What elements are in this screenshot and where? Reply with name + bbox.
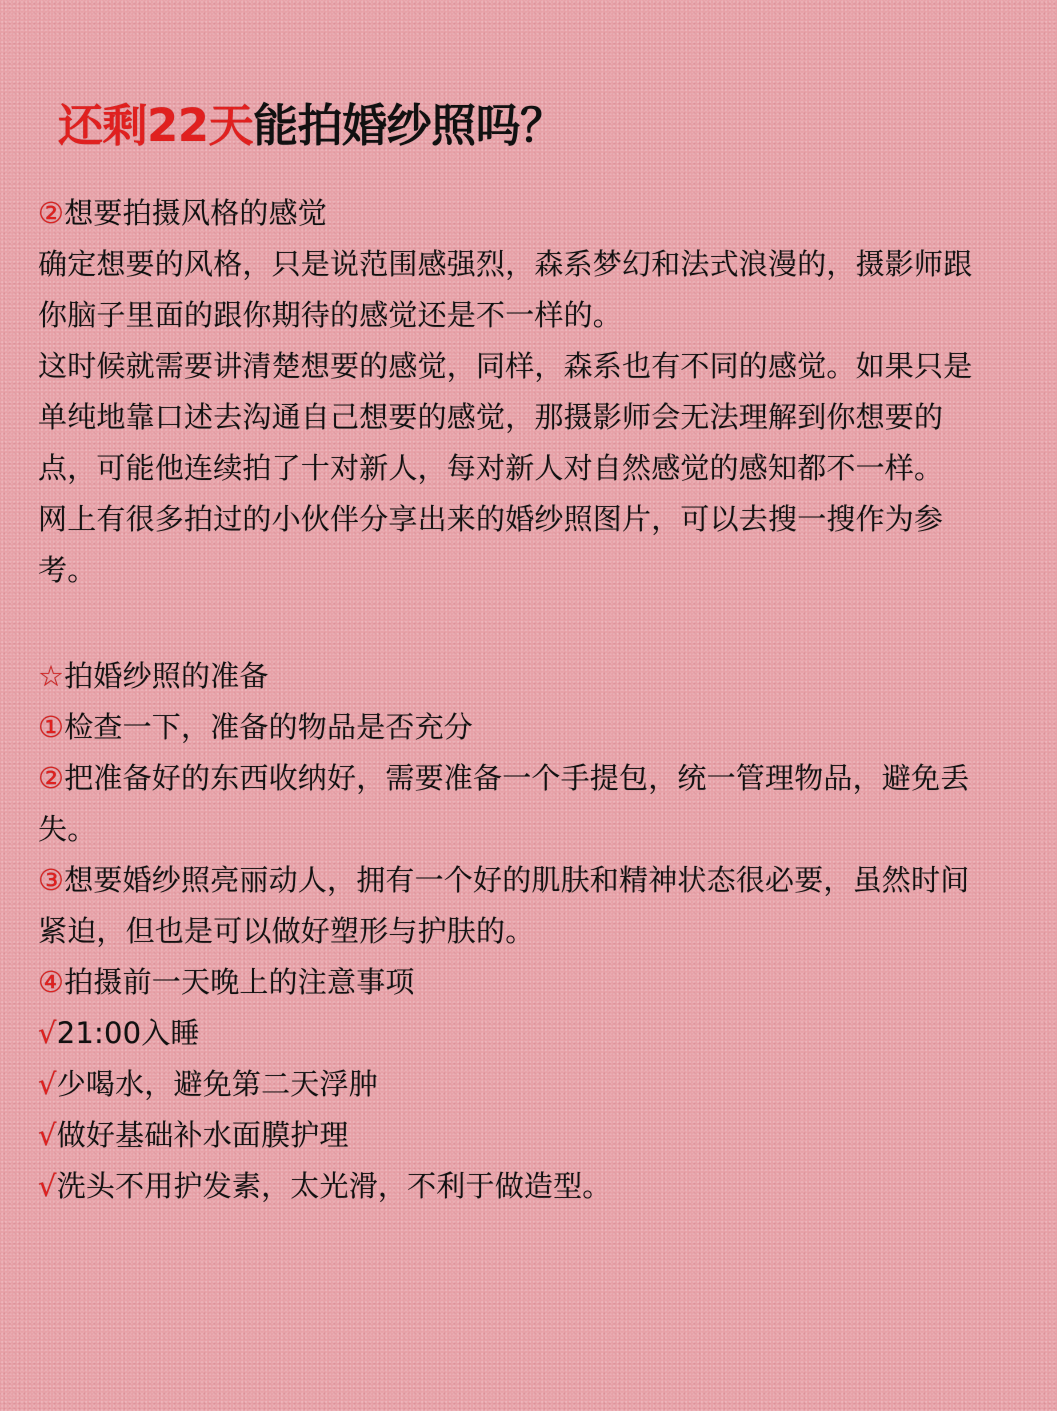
check-item-2	[38, 1059, 998, 1110]
check-icon: √	[38, 1067, 57, 1101]
prep-item-3	[38, 855, 998, 957]
check-item-4	[38, 1161, 998, 1212]
check-icon: √	[38, 1016, 57, 1050]
section-style-heading-text: 想要拍摄风格的感觉	[64, 196, 328, 230]
prep-item-2	[38, 753, 998, 855]
section-prep-heading	[38, 651, 998, 702]
star-icon: ☆	[38, 659, 65, 693]
prep-item-1	[38, 702, 998, 753]
section-prep-heading-text: 拍婚纱照的准备	[64, 659, 269, 693]
prep-item-4	[38, 957, 998, 1008]
style-paragraph-3: 网上有很多拍过的小伙伴分享出来的婚纱照图片，可以去搜一搜作为参考。	[38, 502, 944, 587]
check-item-2-text: 少喝水，避免第二天浮肿	[56, 1067, 378, 1101]
page-title	[58, 96, 565, 156]
title-highlight: 还剩22天	[58, 99, 254, 152]
prep-item-2-text: 把准备好的东西收纳好，需要准备一个手提包，统一管理物品，避免丢失。	[38, 761, 970, 846]
circled-number-2: ②	[38, 196, 65, 230]
style-paragraph-2: 这时候就需要讲清楚想要的感觉，同样，森系也有不同的感觉。如果只是单纯地靠口述去沟通自己想要的感觉，那摄影师会无法理解到你想要的点，可能他连续拍了十对新人，每对新人对自然感觉的感知都不一样。	[38, 349, 973, 485]
prep-item-4-text: 拍摄前一天晚上的注意事项	[64, 965, 415, 999]
check-item-3-text: 做好基础补水面膜护理	[56, 1118, 349, 1152]
check-icon: √	[38, 1169, 57, 1203]
circled-number-4: ④	[38, 965, 65, 999]
circled-number-2: ②	[38, 761, 65, 795]
check-item-3	[38, 1110, 998, 1161]
section-spacer	[38, 596, 998, 651]
article-body	[38, 188, 998, 1212]
prep-item-1-text: 检查一下，准备的物品是否充分	[64, 710, 474, 744]
section-style-heading	[38, 188, 998, 239]
check-icon: √	[38, 1118, 57, 1152]
circled-number-3: ③	[38, 863, 65, 897]
check-item-1	[38, 1008, 998, 1059]
check-item-4-text: 洗头不用护发素，太光滑，不利于做造型。	[56, 1169, 612, 1203]
prep-item-3-text: 想要婚纱照亮丽动人，拥有一个好的肌肤和精神状态很必要，虽然时间紧迫，但也是可以做好塑形与护肤的。	[38, 863, 970, 948]
style-paragraph-1: 确定想要的风格，只是说范围感强烈，森系梦幻和法式浪漫的，摄影师跟你脑子里面的跟你期待的感觉还是不一样的。	[38, 247, 973, 332]
check-item-1-text: 21:00入睡	[56, 1016, 200, 1050]
circled-number-1: ①	[38, 710, 65, 744]
title-question: 能拍婚纱照吗？	[253, 99, 565, 152]
